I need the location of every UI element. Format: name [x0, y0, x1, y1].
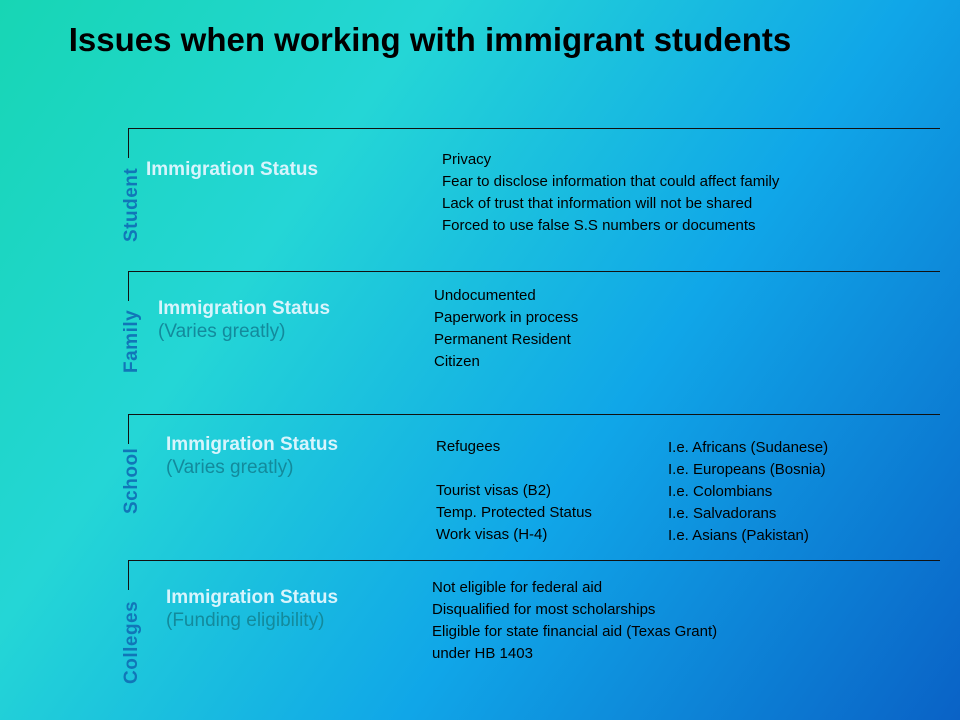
list-item: I.e. Asians (Pakistan) [668, 527, 809, 544]
section-heading: Immigration Status [146, 159, 319, 180]
list-item: Not eligible for federal aid [432, 579, 603, 596]
section-bracket [128, 128, 129, 158]
section-divider [128, 560, 940, 561]
list-item: Citizen [434, 353, 480, 370]
list-item: Permanent Resident [434, 331, 571, 348]
section-bracket [128, 271, 129, 301]
list-item: Eligible for state financial aid (Texas Grant) [432, 623, 718, 640]
list-item: Forced to use false S.S numbers or documents [442, 217, 756, 234]
slide-title: Issues when working with immigrant students [68, 21, 792, 58]
list-item: Tourist visas (B2) [436, 482, 552, 499]
side-label-family: Family [121, 309, 142, 373]
section-divider [128, 271, 940, 272]
list-item: Undocumented [434, 287, 536, 304]
side-label-colleges: Colleges [121, 600, 142, 684]
list-item: Privacy [442, 151, 492, 168]
list-item: Work visas (H-4) [436, 526, 548, 543]
list-item: Temp. Protected Status [436, 504, 592, 521]
section-heading: Immigration Status [158, 298, 331, 319]
list-item: I.e. Colombians [668, 483, 773, 500]
issue-list [442, 149, 779, 237]
section-subheading: (Funding eligibility) [166, 610, 325, 631]
list-item: I.e. Europeans (Bosnia) [668, 461, 826, 478]
list-item: Fear to disclose information that could affect family [442, 173, 780, 190]
section-subheading: (Varies greatly) [166, 457, 294, 478]
example-list [668, 437, 828, 547]
list-item: I.e. Africans (Sudanese) [668, 439, 829, 456]
section-subheading: (Varies greatly) [158, 321, 286, 342]
section-bracket [128, 414, 129, 444]
list-item: under HB 1403 [432, 645, 533, 662]
section-divider [128, 414, 940, 415]
list-item: Lack of trust that information will not be shared [442, 195, 753, 212]
issue-list [432, 577, 717, 665]
side-label-school: School [121, 447, 142, 514]
list-item: Disqualified for most scholarships [432, 601, 656, 618]
list-item: I.e. Salvadorans [668, 505, 777, 522]
list-item: Refugees [436, 438, 501, 455]
section-heading: Immigration Status [166, 587, 339, 608]
list-item [436, 458, 592, 480]
section-heading: Immigration Status [166, 434, 339, 455]
issue-list [436, 436, 592, 546]
section-divider [128, 128, 940, 129]
issue-list [434, 285, 578, 373]
side-label-student: Student [121, 167, 142, 242]
section-bracket [128, 560, 129, 590]
list-item: Paperwork in process [434, 309, 579, 326]
